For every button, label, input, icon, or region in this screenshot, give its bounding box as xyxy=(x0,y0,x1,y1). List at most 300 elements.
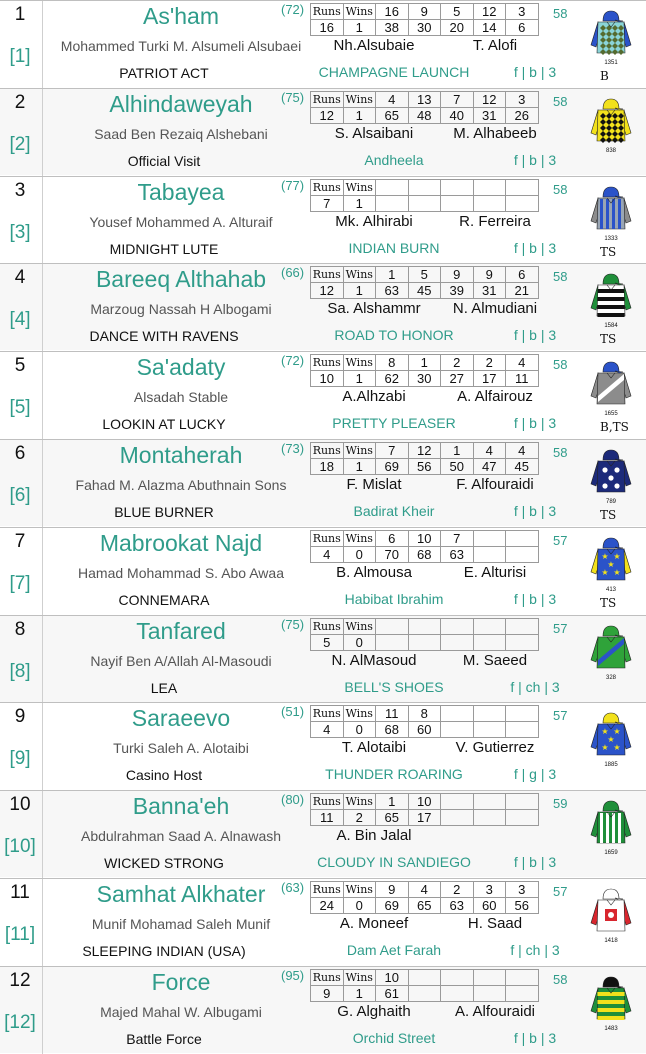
svg-text:789: 789 xyxy=(605,499,617,505)
weight: 58 xyxy=(553,93,568,109)
form-cell xyxy=(506,530,539,546)
draw-number: [2] xyxy=(9,133,31,155)
form-links[interactable]: f | b | 3 xyxy=(513,64,557,80)
rating-cell: 63 xyxy=(376,283,409,299)
trainer-name[interactable]: A. Alfouraidi xyxy=(454,1002,536,1020)
trainer-name[interactable]: E. Alturisi xyxy=(463,563,527,581)
jockey-silks-icon xyxy=(589,272,633,330)
form-cell: 9 xyxy=(376,882,409,898)
form-cell: 9 xyxy=(408,4,441,20)
runner-row[interactable] xyxy=(0,439,646,526)
form-cell: 10 xyxy=(408,530,441,546)
rating-cell: 65 xyxy=(376,810,409,826)
rating-cell: 69 xyxy=(376,898,409,914)
svg-text:413: 413 xyxy=(605,586,617,593)
wins-value: 1 xyxy=(343,371,376,387)
svg-text:1333: 1333 xyxy=(604,235,618,242)
rating-cell xyxy=(473,722,506,738)
column-divider xyxy=(42,89,43,176)
horse-name[interactable]: Samhat Alkhater xyxy=(96,881,266,907)
jockey-name[interactable]: A. Moneef xyxy=(339,915,409,932)
trainer-name[interactable]: N. Almudiani xyxy=(452,300,538,318)
form-cell xyxy=(441,706,474,722)
column-divider xyxy=(42,1,43,88)
weight: 58 xyxy=(553,971,568,987)
trainer-name[interactable]: A. Alfairouz xyxy=(457,388,533,406)
runner-row[interactable] xyxy=(0,790,646,877)
owner-name: Hamad Mohammad S. Abo Awaa xyxy=(78,564,284,581)
form-cell: 3 xyxy=(473,882,506,898)
form-links[interactable]: f | b | 3 xyxy=(513,239,557,256)
svg-text:1655: 1655 xyxy=(604,411,618,418)
form-cell: 4 xyxy=(506,355,539,371)
column-divider xyxy=(42,352,43,439)
column-divider xyxy=(42,703,43,790)
sire-name: Casino Host xyxy=(125,767,203,784)
sire-name: MIDNIGHT LUTE xyxy=(109,240,219,257)
form-cell: 1 xyxy=(408,355,441,371)
weight: 58 xyxy=(553,357,568,373)
wins-header: Wins xyxy=(343,618,376,634)
weight: 57 xyxy=(553,532,568,548)
form-table xyxy=(310,179,539,212)
jockey-name[interactable]: A. Bin Jalal xyxy=(336,827,412,845)
rating-cell xyxy=(506,810,539,826)
rating-cell: 14 xyxy=(473,20,506,36)
form-cell: 7 xyxy=(441,530,474,546)
owner-name: Nayif Ben A/Allah Al-Masoudi xyxy=(90,652,272,669)
trainer-name[interactable]: F. Alfouraidi xyxy=(456,476,534,493)
svg-text:★: ★ xyxy=(613,567,621,577)
jockey-silks-icon xyxy=(589,360,633,418)
svg-text:★: ★ xyxy=(607,735,615,745)
wins-value: 1 xyxy=(343,985,376,1001)
jockey-silks-icon xyxy=(589,97,633,155)
owner-name: Turki Saleh A. Alotaibi xyxy=(113,740,249,757)
svg-text:328: 328 xyxy=(605,674,617,681)
horse-name[interactable]: Saraeevo xyxy=(131,705,231,732)
form-links[interactable]: f | b | 3 xyxy=(513,590,557,607)
wins-header: Wins xyxy=(343,91,376,107)
rating-cell: 68 xyxy=(408,546,441,562)
rating-cell xyxy=(473,546,506,562)
sire-name: Official Visit xyxy=(127,152,201,169)
form-cell: 10 xyxy=(376,969,409,985)
owner-name: Marzoug Nassah H Albogami xyxy=(90,301,272,318)
column-divider xyxy=(42,528,43,615)
rating-cell: 65 xyxy=(376,107,409,123)
runner-row[interactable] xyxy=(0,351,646,438)
wins-value: 1 xyxy=(343,195,376,211)
rating-cell xyxy=(506,546,539,562)
form-cell xyxy=(473,618,506,634)
draw-number: [7] xyxy=(9,572,31,594)
form-cell: 1 xyxy=(376,267,409,283)
dam-name: Andheela xyxy=(364,151,424,168)
form-cell: 2 xyxy=(441,882,474,898)
svg-text:★: ★ xyxy=(601,567,609,577)
rating-cell: 69 xyxy=(376,459,409,475)
draw-number: [9] xyxy=(9,748,31,770)
weight: 57 xyxy=(553,708,568,724)
horse-name[interactable]: Force xyxy=(151,968,211,995)
svg-text:★: ★ xyxy=(613,551,621,561)
form-cell: 6 xyxy=(376,530,409,546)
svg-text:★: ★ xyxy=(601,727,609,737)
form-links[interactable]: f | b | 3 xyxy=(513,1029,557,1046)
form-cell xyxy=(473,179,506,195)
sire-name: SLEEPING INDIAN (USA) xyxy=(82,943,246,959)
dam-name: Habibat Ibrahim xyxy=(344,590,444,607)
horse-rating: (77) xyxy=(281,177,305,193)
runs-value: 16 xyxy=(311,20,344,36)
runner-row[interactable] xyxy=(0,878,646,965)
rating-cell xyxy=(506,634,539,650)
jockey-name[interactable]: Nh.Alsubaie xyxy=(333,37,415,54)
form-cell: 4 xyxy=(473,443,506,459)
form-table xyxy=(310,354,539,387)
runner-number: 9 xyxy=(14,706,26,728)
svg-text:1885: 1885 xyxy=(604,762,618,769)
form-cell xyxy=(408,969,441,985)
horse-name[interactable]: Bareeq Althahab xyxy=(95,266,267,293)
runs-value: 10 xyxy=(311,371,344,387)
draw-number: [11] xyxy=(4,924,36,945)
form-cell xyxy=(506,618,539,634)
equipment: TS xyxy=(600,244,617,259)
jockey-name[interactable]: T. Alotaibi xyxy=(341,739,407,757)
form-table xyxy=(310,969,539,1002)
form-cell xyxy=(408,618,441,634)
rating-cell: 68 xyxy=(376,722,409,738)
form-links[interactable]: f | b | 3 xyxy=(513,503,557,519)
form-table xyxy=(310,91,539,124)
rating-cell: 56 xyxy=(408,459,441,475)
form-links[interactable]: f | ch | 3 xyxy=(510,942,560,958)
dam-name: Badirat Kheir xyxy=(353,503,435,519)
jockey-silks-icon xyxy=(589,887,633,945)
runs-header: Runs xyxy=(311,179,344,195)
runs-value: 5 xyxy=(311,634,344,650)
jockey-name[interactable]: G. Alghaith xyxy=(337,1002,411,1020)
form-cell: 2 xyxy=(473,355,506,371)
column-divider xyxy=(42,879,43,966)
form-links[interactable]: f | g | 3 xyxy=(513,766,557,783)
runner-row[interactable] xyxy=(0,966,646,1053)
rating-cell xyxy=(441,195,474,211)
runner-number: 10 xyxy=(9,794,31,816)
jockey-silks-icon xyxy=(589,624,633,682)
form-table xyxy=(310,793,539,826)
horse-rating: (63) xyxy=(281,880,305,895)
rating-cell: 70 xyxy=(376,546,409,562)
form-cell xyxy=(376,179,409,195)
dam-name: ROAD TO HONOR xyxy=(334,327,454,344)
draw-number: [4] xyxy=(9,309,31,331)
runner-number: 4 xyxy=(14,267,26,289)
horse-name[interactable]: Banna'eh xyxy=(132,793,230,820)
form-cell xyxy=(506,794,539,810)
rating-cell: 39 xyxy=(441,283,474,299)
horse-name[interactable]: Tanfared xyxy=(136,617,226,644)
horse-rating: (73) xyxy=(281,441,305,456)
wins-header: Wins xyxy=(343,969,376,985)
form-cell xyxy=(506,969,539,985)
wins-header: Wins xyxy=(343,530,376,546)
horse-rating: (72) xyxy=(281,2,305,17)
horse-name[interactable]: Alhindaweyah xyxy=(109,90,253,117)
form-cell: 12 xyxy=(473,4,506,20)
form-cell: 1 xyxy=(376,794,409,810)
form-cell: 3 xyxy=(506,4,539,20)
rating-cell xyxy=(473,195,506,211)
runner-row[interactable] xyxy=(0,176,646,263)
form-links[interactable]: f | b | 3 xyxy=(513,151,557,168)
svg-text:1483: 1483 xyxy=(604,1025,618,1032)
draw-number: [12] xyxy=(4,1011,36,1033)
rating-cell: 21 xyxy=(506,283,539,299)
horse-name[interactable]: Mabrookat Najd xyxy=(99,529,263,556)
trainer-name[interactable]: M. Saeed xyxy=(462,651,528,669)
draw-number: [1] xyxy=(9,46,31,67)
runner-row[interactable] xyxy=(0,702,646,789)
dam-name: THUNDER ROARING xyxy=(325,766,463,783)
owner-name: Mohammed Turki M. Alsumeli Alsubaei xyxy=(60,38,302,54)
owner-name: Alsadah Stable xyxy=(133,389,229,406)
rating-cell xyxy=(408,195,441,211)
form-table xyxy=(310,618,539,651)
weight: 57 xyxy=(553,884,568,899)
form-cell: 13 xyxy=(408,91,441,107)
form-cell: 12 xyxy=(408,443,441,459)
form-cell: 8 xyxy=(408,706,441,722)
form-cell: 12 xyxy=(473,91,506,107)
horse-rating: (95) xyxy=(281,967,305,983)
form-links[interactable]: f | ch | 3 xyxy=(510,678,560,695)
runs-header: Runs xyxy=(311,882,344,898)
rating-cell: 17 xyxy=(473,371,506,387)
form-cell xyxy=(473,794,506,810)
form-cell xyxy=(473,706,506,722)
svg-text:1351: 1351 xyxy=(604,60,618,66)
wins-header: Wins xyxy=(343,355,376,371)
jockey-silks-icon xyxy=(589,448,633,506)
form-cell: 9 xyxy=(441,267,474,283)
wins-value: 0 xyxy=(343,898,376,914)
jockey-name[interactable]: S. Alsaibani xyxy=(334,124,414,142)
form-cell: 5 xyxy=(441,4,474,20)
runner-number: 11 xyxy=(10,882,30,903)
rating-cell: 20 xyxy=(441,20,474,36)
wins-value: 2 xyxy=(343,810,376,826)
rating-cell: 63 xyxy=(441,898,474,914)
horse-name[interactable]: As'ham xyxy=(143,3,219,29)
rating-cell: 45 xyxy=(408,283,441,299)
form-table xyxy=(310,266,539,299)
rating-cell: 11 xyxy=(506,371,539,387)
sire-name: WICKED STRONG xyxy=(104,855,224,872)
runner-row[interactable] xyxy=(0,527,646,614)
runs-header: Runs xyxy=(311,91,344,107)
svg-text:838: 838 xyxy=(605,147,617,154)
weight: 58 xyxy=(553,181,568,197)
column-divider xyxy=(42,440,43,527)
jockey-name[interactable]: Sa. Alshammr xyxy=(327,300,421,318)
column-divider xyxy=(42,791,43,878)
sire-name: LOOKIN AT LUCKY xyxy=(102,416,226,433)
svg-text:★: ★ xyxy=(613,743,621,753)
form-cell xyxy=(473,530,506,546)
sire-name: DANCE WITH RAVENS xyxy=(89,328,239,345)
form-cell: 3 xyxy=(506,91,539,107)
form-links[interactable]: f | b | 3 xyxy=(513,415,557,432)
rating-cell: 60 xyxy=(408,722,441,738)
rating-cell: 38 xyxy=(376,20,409,36)
runner-number: 3 xyxy=(14,179,26,201)
weight: 57 xyxy=(553,620,568,636)
trainer-name[interactable]: M. Alhabeeb xyxy=(453,124,537,142)
form-cell: 1 xyxy=(441,443,474,459)
form-links[interactable]: f | b | 3 xyxy=(513,327,557,344)
form-cell: 6 xyxy=(506,267,539,283)
horse-rating: (72) xyxy=(281,353,305,369)
jockey-name[interactable]: F. Mislat xyxy=(346,476,402,493)
draw-number: [6] xyxy=(9,485,31,506)
sire-name: BLUE BURNER xyxy=(114,504,214,520)
svg-text:★: ★ xyxy=(601,743,609,753)
runner-row[interactable] xyxy=(0,263,646,350)
runner-number: 12 xyxy=(9,969,31,991)
sire-name: CONNEMARA xyxy=(118,591,210,608)
form-cell xyxy=(506,179,539,195)
wins-header: Wins xyxy=(343,267,376,283)
dam-name: CLOUDY IN SANDIEGO xyxy=(317,854,471,871)
wins-header: Wins xyxy=(343,4,376,20)
dam-name: BELL'S SHOES xyxy=(344,678,444,695)
owner-name: Munif Mohamad Saleh Munif xyxy=(91,916,271,932)
rating-cell: 6 xyxy=(506,20,539,36)
runner-row[interactable] xyxy=(0,0,646,87)
rating-cell xyxy=(441,985,474,1001)
equipment: TS xyxy=(600,332,617,347)
form-table xyxy=(310,442,539,475)
owner-name: Yousef Mohammed A. Alturaif xyxy=(89,213,273,230)
runner-row[interactable] xyxy=(0,88,646,175)
jockey-silks-icon xyxy=(589,799,633,857)
horse-name[interactable]: Tabayea xyxy=(137,178,225,205)
rating-cell: 47 xyxy=(473,459,506,475)
trainer-name[interactable]: R. Ferreira xyxy=(459,212,531,230)
equipment: B,TS xyxy=(600,420,629,435)
runner-row[interactable] xyxy=(0,615,646,702)
runner-number: 5 xyxy=(14,355,26,377)
jockey-name[interactable]: B. Almousa xyxy=(336,563,412,581)
runner-number: 6 xyxy=(14,443,26,464)
form-cell xyxy=(441,969,474,985)
runs-header: Runs xyxy=(311,794,344,810)
rating-cell: 60 xyxy=(473,898,506,914)
rating-cell: 30 xyxy=(408,20,441,36)
runs-header: Runs xyxy=(311,530,344,546)
form-links[interactable]: f | b | 3 xyxy=(513,854,557,871)
svg-text:★: ★ xyxy=(607,559,615,569)
trainer-name[interactable]: H. Saad xyxy=(467,915,523,932)
draw-number: [10] xyxy=(4,836,36,858)
draw-number: [5] xyxy=(9,397,31,419)
runner-number: 7 xyxy=(14,530,26,552)
rating-cell: 31 xyxy=(473,283,506,299)
form-cell: 4 xyxy=(376,91,409,107)
wins-value: 1 xyxy=(343,20,376,36)
wins-value: 1 xyxy=(343,459,376,475)
form-cell: 4 xyxy=(506,443,539,459)
horse-name[interactable]: Sa'adaty xyxy=(136,354,226,381)
horse-rating: (66) xyxy=(281,265,305,281)
runner-number: 1 xyxy=(14,4,26,25)
jockey-name[interactable]: N. AlMasoud xyxy=(331,651,417,669)
rating-cell xyxy=(506,195,539,211)
wins-value: 0 xyxy=(343,634,376,650)
form-cell: 8 xyxy=(376,355,409,371)
form-cell: 4 xyxy=(408,882,441,898)
runs-header: Runs xyxy=(311,4,344,20)
dam-name: CHAMPAGNE LAUNCH xyxy=(318,64,470,80)
form-cell: 10 xyxy=(408,794,441,810)
jockey-name[interactable]: A.Alhzabi xyxy=(342,388,406,406)
horse-name[interactable]: Montaherah xyxy=(119,442,243,468)
runs-value: 4 xyxy=(311,546,344,562)
draw-number: [3] xyxy=(9,221,31,243)
wins-header: Wins xyxy=(343,179,376,195)
rating-cell xyxy=(441,722,474,738)
weight: 58 xyxy=(553,269,568,285)
runner-number: 8 xyxy=(14,618,26,640)
runs-header: Runs xyxy=(311,969,344,985)
svg-text:★: ★ xyxy=(601,551,609,561)
jockey-silks-icon xyxy=(589,975,633,1033)
runs-value: 11 xyxy=(311,810,344,826)
form-cell: 5 xyxy=(408,267,441,283)
owner-name: Majed Mahal W. Albugami xyxy=(100,1003,262,1020)
form-cell xyxy=(441,179,474,195)
dam-name: Orchid Street xyxy=(352,1029,436,1046)
jockey-silks-icon xyxy=(589,711,633,769)
column-divider xyxy=(42,177,43,264)
wins-value: 0 xyxy=(343,722,376,738)
dam-name: PRETTY PLEASER xyxy=(332,415,456,432)
trainer-name[interactable]: T. Alofi xyxy=(472,37,518,54)
form-cell xyxy=(441,794,474,810)
svg-text:1584: 1584 xyxy=(604,323,618,330)
runs-value: 9 xyxy=(311,985,344,1001)
jockey-name[interactable]: Mk. Alhirabi xyxy=(335,212,413,230)
rating-cell xyxy=(408,985,441,1001)
rating-cell: 48 xyxy=(408,107,441,123)
equipment: B xyxy=(600,69,609,83)
sire-name: LEA xyxy=(150,679,178,696)
rating-cell xyxy=(441,634,474,650)
rating-cell xyxy=(408,634,441,650)
rating-cell: 26 xyxy=(506,107,539,123)
form-cell xyxy=(473,969,506,985)
runs-header: Runs xyxy=(311,443,344,459)
form-cell xyxy=(408,179,441,195)
horse-rating: (75) xyxy=(281,89,305,105)
horse-rating: (51) xyxy=(281,704,305,720)
trainer-name[interactable]: V. Gutierrez xyxy=(455,739,535,757)
rating-cell: 63 xyxy=(441,546,474,562)
form-cell: 11 xyxy=(376,706,409,722)
